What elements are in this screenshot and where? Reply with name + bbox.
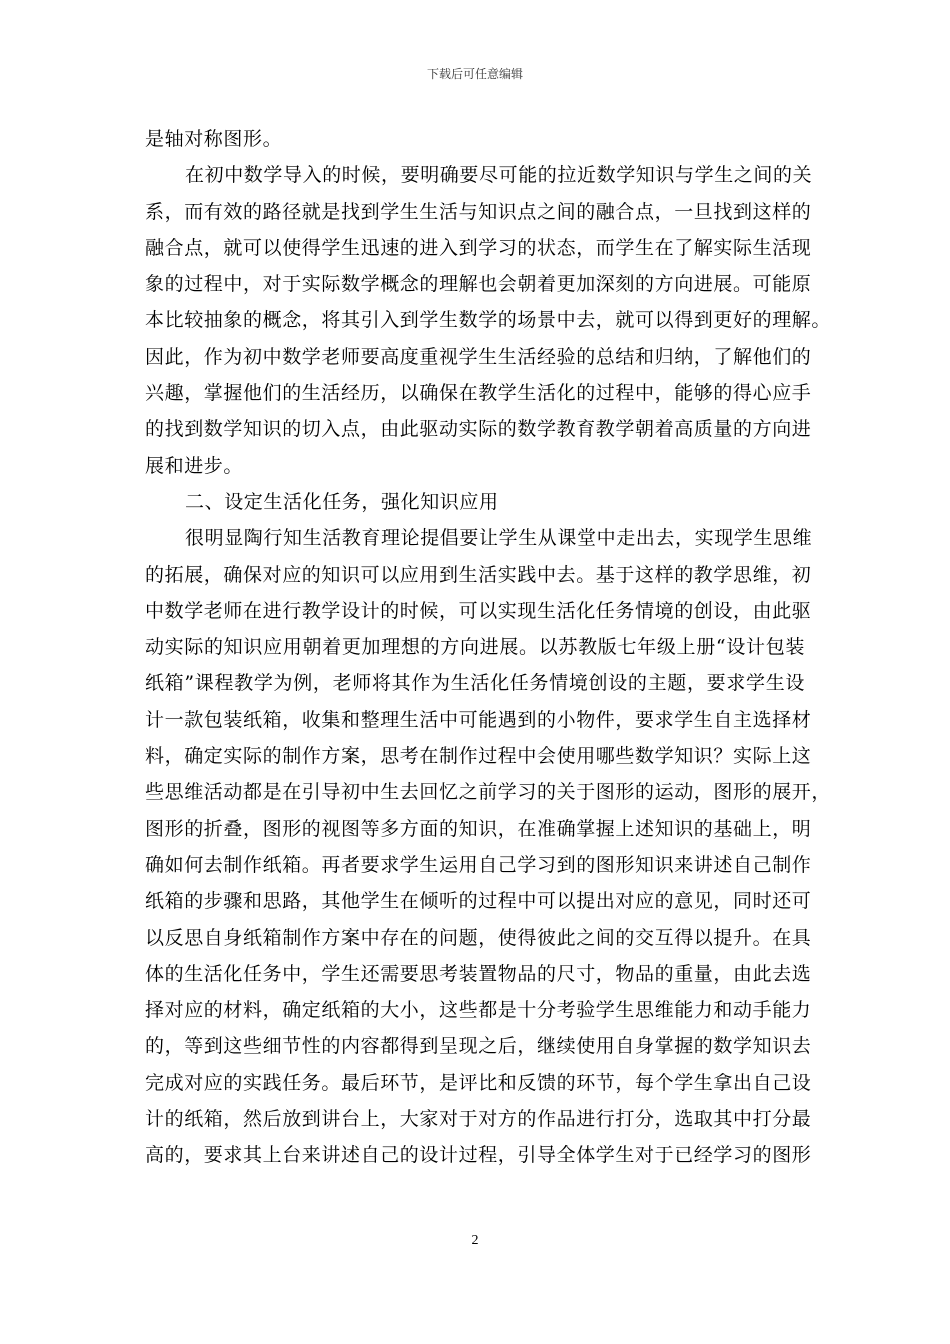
text-line: 系，而有效的路径就是找到学生生活与知识点之间的融合点，一旦找到这样的 (145, 200, 812, 223)
text-line: 纸箱的步骤和思路，其他学生在倾听的过程中可以提出对应的意见，同时还可 (145, 890, 812, 913)
text-line: 象的过程中，对于实际数学概念的理解也会朝着更加深刻的方向进展。可能原 (145, 273, 812, 296)
page-header: 下载后可任意编辑 (426, 67, 523, 81)
text-line: 本比较抽象的概念，将其引入到学生数学的场景中去，就可以得到更好的理解。 (145, 309, 832, 332)
text-line: 纸箱”课程教学为例，老师将其作为生活化任务情境创设的主题，要求学生设 (145, 672, 805, 695)
section-heading: 二、设定生活化任务，强化知识应用 (185, 490, 499, 513)
text-line: 完成对应的实践任务。最后环节，是评比和反馈的环节，每个学生拿出自己设 (145, 1071, 812, 1094)
text-line: 些思维活动都是在引导初中生去回忆之前学习的关于图形的运动，图形的展开， (145, 781, 832, 804)
text-line: 动实际的知识应用朝着更加理想的方向进展。以苏教版七年级上册“设计包装 (145, 636, 805, 659)
text-line: 的，等到这些细节性的内容都得到呈现之后，继续使用自身掌握的数学知识去 (145, 1035, 812, 1058)
paragraph-first-line: 很明显陶行知生活教育理论提倡要让学生从课堂中走出去，实现学生思维 (185, 527, 813, 550)
text-line: 图形的折叠，图形的视图等多方面的知识，在准确掌握上述知识的基础上，明 (145, 817, 812, 840)
text-line: 计一款包装纸箱，收集和整理生活中可能遇到的小物件，要求学生自主选择材 (145, 708, 812, 731)
text-line: 择对应的材料，确定纸箱的大小，这些都是十分考验学生思维能力和动手能力 (145, 999, 812, 1022)
text-line: 兴趣，掌握他们的生活经历，以确保在教学生活化的过程中，能够的得心应手 (145, 382, 812, 405)
text-line: 中数学老师在进行教学设计的时候，可以实现生活化任务情境的创设，由此驱 (145, 599, 812, 622)
text-line: 的找到数学知识的切入点，由此驱动实际的数学教育教学朝着高质量的方向进 (145, 418, 812, 441)
paragraph-first-line: 在初中数学导入的时候，要明确要尽可能的拉近数学知识与学生之间的关 (185, 164, 813, 187)
document-body (145, 121, 832, 1174)
text-line: 是轴对称图形。 (145, 128, 283, 150)
text-line: 料，确定实际的制作方案，思考在制作过程中会使用哪些数学知识？实际上这 (145, 745, 812, 768)
text-line: 确如何去制作纸箱。再者要求学生运用自己学习到的图形知识来讲述自己制作 (145, 853, 812, 876)
text-line: 因此，作为初中数学老师要高度重视学生生活经验的总结和归纳，了解他们的 (145, 345, 812, 368)
text-line: 体的生活化任务中，学生还需要思考装置物品的尺寸，物品的重量，由此去选 (145, 962, 812, 985)
text-line: 计的纸箱，然后放到讲台上，大家对于对方的作品进行打分，选取其中打分最 (145, 1108, 812, 1131)
text-line: 以反思自身纸箱制作方案中存在的问题，使得彼此之间的交互得以提升。在具 (145, 926, 812, 949)
text-line: 的拓展，确保对应的知识可以应用到生活实践中去。基于这样的教学思维，初 (145, 563, 812, 586)
text-line: 融合点，就可以使得学生迅速的进入到学习的状态，而学生在了解实际生活现 (145, 236, 812, 259)
text-line: 展和进步。 (145, 454, 244, 477)
page-number: 2 (471, 1233, 479, 1248)
text-line: 高的，要求其上台来讲述自己的设计过程，引导全体学生对于已经学习的图形 (145, 1144, 812, 1167)
